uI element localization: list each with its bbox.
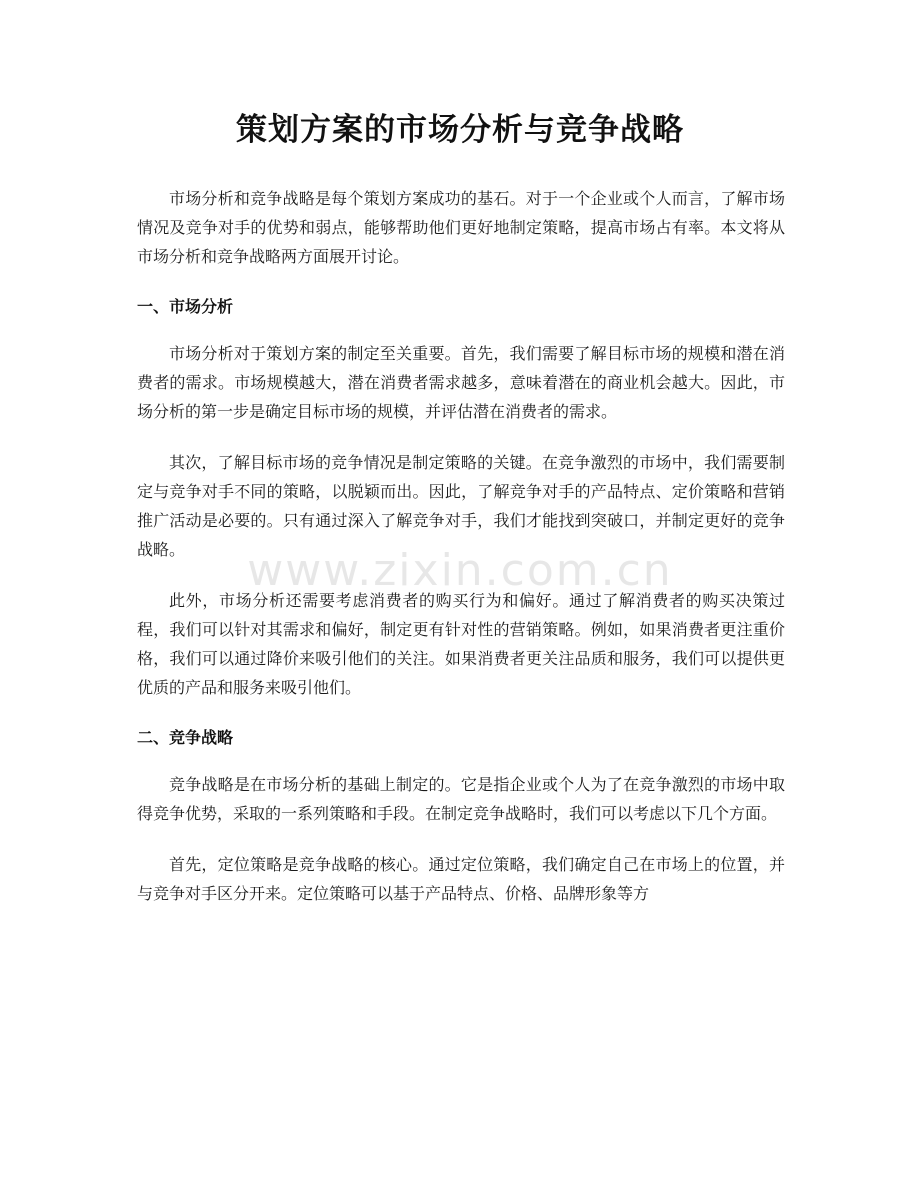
section-heading-competitive-strategy: 二、竞争战略 [137, 728, 234, 747]
document-title: 策划方案的市场分析与竞争战略 [236, 112, 684, 148]
paragraph: 其次，了解目标市场的竞争情况是制定策略的关键。在竞争激烈的市场中，我们需要制定与竞争对手不同的策略，以脱颖而出。因此，了解竞争对手的产品特点、定价策略和营销推广活动是必要的。只有通过深入了解竞争对手，我们才能找到突破口，并制定更好的竞争战略。 [137, 453, 785, 559]
paragraph: 首先，定位策略是竞争战略的核心。通过定位策略，我们确定自己在市场上的位置，并与竞争对手区分开来。定位策略可以基于产品特点、价格、品牌形象等方 [137, 855, 785, 903]
paragraph: 市场分析对于策划方案的制定至关重要。首先，我们需要了解目标市场的规模和潜在消费者的需求。市场规模越大，潜在消费者需求越多，意味着潜在的商业机会越大。因此，市场分析的第一步是确定目标市场的规模，并评估潜在消费者的需求。 [137, 344, 785, 421]
paragraph: 此外，市场分析还需要考虑消费者的购买行为和偏好。通过了解消费者的购买决策过程，我们可以针对其需求和偏好，制定更有针对性的营销策略。例如，如果消费者更注重价格，我们可以通过降价来吸引他们的关注。如果消费者更关注品质和服务，我们可以提供更优质的产品和服务来吸引他们。 [137, 591, 785, 697]
document-body [137, 184, 785, 930]
intro-paragraph: 市场分析和竞争战略是每个策划方案成功的基石。对于一个企业或个人而言，了解市场情况及竞争对手的优势和弱点，能够帮助他们更好地制定策略，提高市场占有率。本文将从市场分析和竞争战略两方面展开讨论。 [137, 189, 785, 266]
paragraph: 竞争战略是在市场分析的基础上制定的。它是指企业或个人为了在竞争激烈的市场中取得竞争优势，采取的一系列策略和手段。在制定竞争战略时，我们可以考虑以下几个方面。 [137, 775, 785, 823]
watermark: www.zixin.com.cn [247, 545, 673, 596]
section-heading-market-analysis: 一、市场分析 [137, 297, 234, 316]
